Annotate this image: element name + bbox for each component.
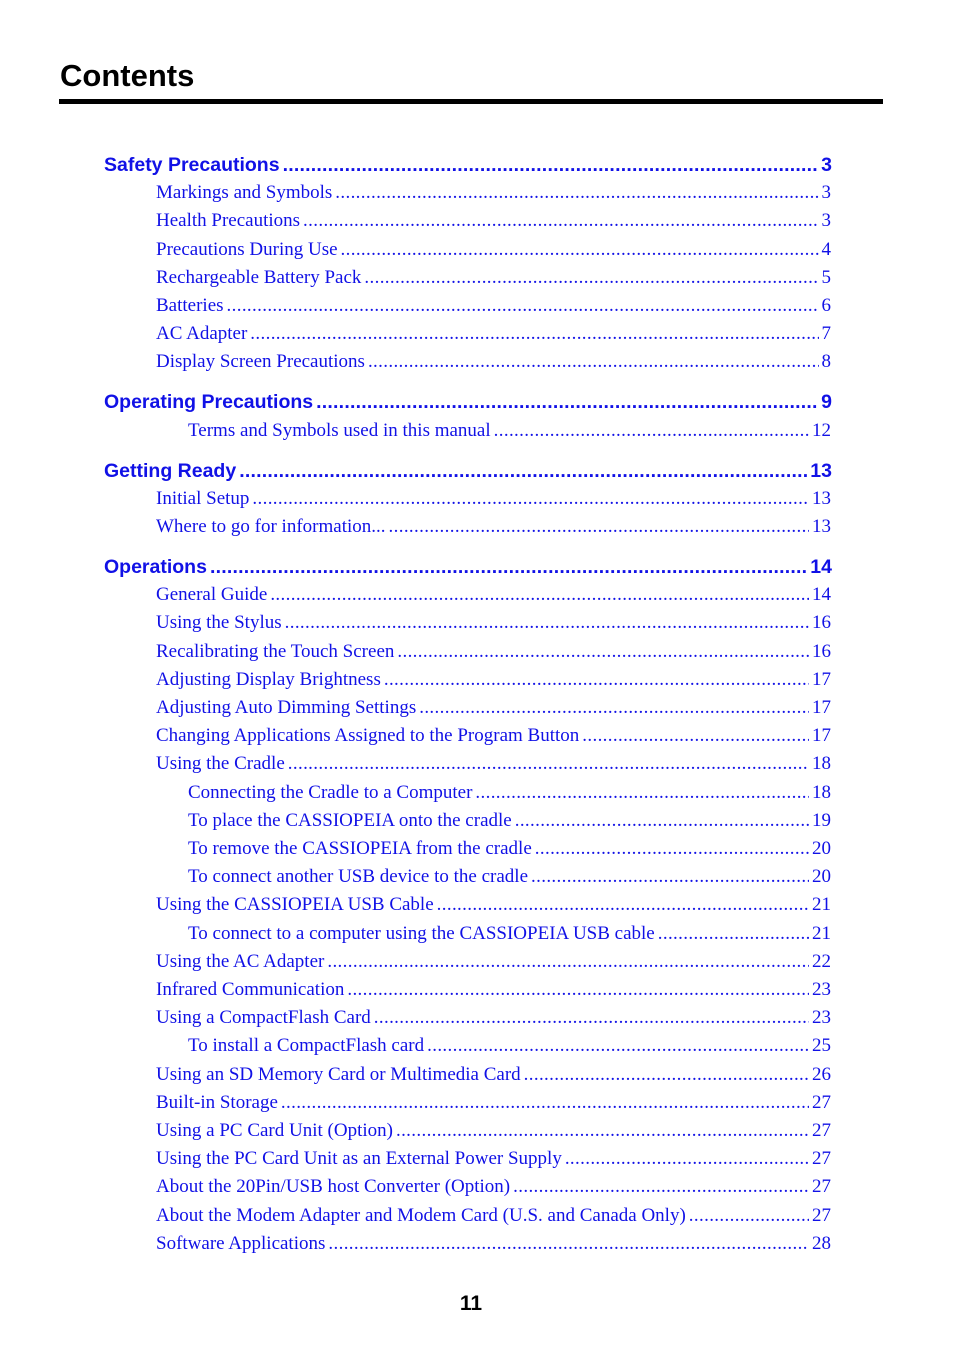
toc-entry-title: Adjusting Auto Dimming Settings (156, 697, 417, 718)
toc-entry-page: 13 (812, 487, 831, 509)
toc-entry[interactable] (156, 239, 831, 261)
dot-leader (419, 697, 809, 719)
toc-entry[interactable] (156, 725, 831, 747)
page-number: 11 (459, 1292, 483, 1315)
toc-entry[interactable] (156, 488, 831, 510)
dot-leader (368, 351, 819, 373)
toc-entry-page: 17 (812, 725, 831, 747)
toc-entry-title: Using the Cradle (156, 753, 285, 775)
toc-entry[interactable] (156, 182, 831, 204)
toc-entry[interactable] (156, 267, 831, 289)
toc-entry-title: To connect another USB device to the cradle (188, 866, 529, 888)
toc-entry[interactable] (156, 584, 831, 606)
toc-entry[interactable] (188, 923, 831, 945)
toc-entry-page: 13 (812, 516, 831, 537)
toc-entry[interactable] (156, 1233, 831, 1255)
toc-entry-page: 16 (812, 640, 831, 662)
toc-entry-title: Infrared Communication (156, 979, 345, 1000)
toc-entry-page: 22 (812, 950, 831, 972)
toc-entry-title: Getting Ready (104, 459, 237, 482)
toc-entry-title: Terms and Symbols used in this manual (188, 419, 491, 441)
toc-entry-page: 27 (812, 1204, 831, 1226)
toc-entry-page: 17 (812, 697, 831, 718)
dot-leader (341, 239, 819, 261)
toc-entry-page: 13 (810, 459, 832, 482)
toc-entry-page: 3 (821, 154, 832, 176)
toc-entry-page: 27 (812, 1148, 831, 1170)
toc-entry[interactable] (156, 641, 831, 663)
dot-leader (316, 391, 818, 414)
dot-leader (250, 323, 818, 345)
toc-entry-page: 20 (812, 838, 831, 859)
toc-entry-title: Built-in Storage (156, 1091, 278, 1113)
toc-entry-page: 21 (812, 922, 831, 944)
toc-entry[interactable] (156, 894, 831, 916)
dot-leader (374, 1007, 809, 1029)
dot-leader (347, 979, 809, 1001)
toc-entry-title: Using the AC Adapter (156, 950, 325, 972)
dot-leader (335, 182, 818, 204)
toc-section-heading[interactable] (104, 460, 832, 483)
toc-entry[interactable] (156, 295, 831, 317)
toc-entry-title: Software Applications (156, 1232, 326, 1254)
toc-entry-page: 18 (812, 753, 831, 775)
toc-entry[interactable] (156, 1120, 831, 1142)
dot-leader (270, 584, 809, 606)
toc-entry[interactable] (156, 1064, 831, 1086)
toc-entry-title: Rechargeable Battery Pack (156, 266, 362, 288)
toc-entry[interactable] (188, 782, 831, 804)
toc-entry-page: 18 (812, 781, 831, 803)
toc-entry-title: General Guide (156, 584, 268, 606)
toc-section-heading[interactable] (104, 154, 832, 177)
toc-section-heading[interactable] (104, 391, 832, 414)
toc-entry-page: 20 (812, 866, 831, 888)
toc-entry[interactable] (156, 979, 831, 1001)
toc-entry[interactable] (156, 1148, 831, 1170)
toc-entry-page: 23 (812, 979, 831, 1000)
toc-entry[interactable] (156, 323, 831, 345)
toc-entry-title: Connecting the Cradle to a Computer (188, 781, 473, 803)
toc-entry[interactable] (188, 420, 831, 442)
toc-entry-page: 8 (821, 351, 831, 373)
toc-entry-title: Recalibrating the Touch Screen (156, 640, 395, 662)
dot-leader (283, 154, 819, 177)
toc-entry-title: Display Screen Precautions (156, 351, 365, 373)
toc-entry-title: Changing Applications Assigned to the Program Button (156, 725, 580, 747)
page-title: Contents (60, 58, 195, 93)
dot-leader (239, 460, 807, 483)
toc-entry[interactable] (156, 210, 831, 232)
dot-leader (210, 556, 807, 579)
toc-entry-title: Using an SD Memory Card or Multimedia Card (156, 1063, 521, 1085)
toc-entry-title: Using the Stylus (156, 612, 282, 634)
toc-entry-title: Operating Precautions (104, 391, 314, 414)
toc-entry-title: Markings and Symbols (156, 182, 333, 204)
toc-entry-page: 3 (821, 182, 831, 204)
toc-entry-page: 16 (812, 612, 831, 634)
toc-entry-title: Using a PC Card Unit (Option) (156, 1120, 393, 1141)
toc-entry-title: Using a CompactFlash Card (156, 1007, 371, 1029)
dot-leader (658, 923, 809, 945)
dot-leader (524, 1064, 809, 1086)
toc-entry-page: 12 (812, 419, 831, 441)
toc-entry[interactable] (156, 697, 831, 719)
toc-entry-title: AC Adapter (156, 323, 248, 345)
toc-entry-page: 3 (821, 210, 831, 232)
toc-entry-title: Initial Setup (156, 487, 250, 509)
toc-entry-title: To connect to a computer using the CASSIOPEIA USB cable (188, 922, 655, 944)
toc-entry-title: Health Precautions (156, 210, 301, 232)
toc-entry-title: Using the CASSIOPEIA USB Cable (156, 894, 434, 916)
dot-leader (437, 894, 809, 916)
dot-leader (515, 810, 809, 832)
toc-entry-title: Operations (104, 556, 207, 578)
toc-entry-title: To place the CASSIOPEIA onto the cradle (188, 809, 512, 831)
toc-entry[interactable] (156, 753, 831, 775)
toc-entry[interactable] (156, 351, 831, 373)
toc-entry-page: 6 (821, 295, 831, 316)
dot-leader (475, 782, 809, 804)
toc-entry-title: Precautions During Use (156, 238, 338, 260)
toc-entry-title: Adjusting Display Brightness (156, 668, 381, 690)
toc-entry-title: About the 20Pin/USB host Converter (Option) (156, 1176, 511, 1198)
toc-entry-title: Using the PC Card Unit as an External Power Supply (156, 1148, 562, 1170)
toc-entry[interactable] (156, 1092, 831, 1114)
toc-entry[interactable] (156, 669, 831, 691)
toc-entry-page: 9 (821, 391, 832, 414)
dot-leader (389, 516, 809, 538)
toc-entry-page: 27 (812, 1176, 831, 1198)
toc-entry-title: To remove the CASSIOPEIA from the cradle (188, 838, 532, 859)
toc-entry-page: 26 (812, 1063, 831, 1085)
dot-leader (328, 1233, 809, 1255)
toc-entry-title: Batteries (156, 295, 224, 316)
toc-entry[interactable] (188, 838, 831, 860)
toc-entry-page: 14 (810, 556, 832, 578)
dot-leader (384, 669, 809, 691)
toc-entry[interactable] (188, 866, 831, 888)
dot-leader (303, 210, 818, 232)
toc-entry-page: 4 (821, 238, 831, 260)
dot-leader (427, 1035, 809, 1057)
toc-section-heading[interactable] (104, 556, 832, 579)
dot-leader (281, 1092, 809, 1114)
toc-entry-page: 14 (812, 584, 831, 606)
toc-entry[interactable] (156, 1205, 831, 1227)
dot-leader (582, 725, 809, 747)
toc-entry[interactable] (156, 1007, 831, 1029)
toc-entry-page: 25 (812, 1035, 831, 1057)
toc-entry-page: 23 (812, 1007, 831, 1029)
dot-leader (285, 612, 809, 634)
dot-leader (396, 1120, 809, 1142)
dot-leader (689, 1205, 809, 1227)
toc-entry[interactable] (188, 1035, 831, 1057)
toc-entry[interactable] (188, 810, 831, 832)
dot-leader (227, 295, 819, 317)
toc-entry-page: 28 (812, 1232, 831, 1254)
dot-leader (535, 838, 809, 860)
toc-entry-page: 7 (821, 323, 831, 345)
toc-entry-page: 5 (821, 266, 831, 288)
toc-entry-page: 27 (812, 1091, 831, 1113)
toc-entry-title: Where to go for information... (156, 516, 386, 537)
dot-leader (531, 866, 809, 888)
toc-entry-page: 21 (812, 894, 831, 916)
toc-entry-page: 27 (812, 1120, 831, 1141)
dot-leader (364, 267, 818, 289)
dot-leader (513, 1176, 809, 1198)
toc-entry[interactable] (156, 1176, 831, 1198)
dot-leader (494, 420, 809, 442)
toc-entry-page: 19 (812, 809, 831, 831)
toc-entry-title: Safety Precautions (104, 154, 280, 176)
dot-leader (288, 753, 809, 775)
dot-leader (397, 641, 809, 663)
dot-leader (565, 1148, 809, 1170)
toc-entry-title: About the Modem Adapter and Modem Card (U.S. and Canada Only) (156, 1204, 686, 1226)
toc-entry-page: 17 (812, 668, 831, 690)
dot-leader (327, 951, 809, 973)
dot-leader (252, 488, 809, 510)
toc-entry[interactable] (156, 951, 831, 973)
toc-entry[interactable] (156, 516, 831, 538)
toc-entry-title: To install a CompactFlash card (188, 1035, 425, 1057)
toc-entry[interactable] (156, 612, 831, 634)
